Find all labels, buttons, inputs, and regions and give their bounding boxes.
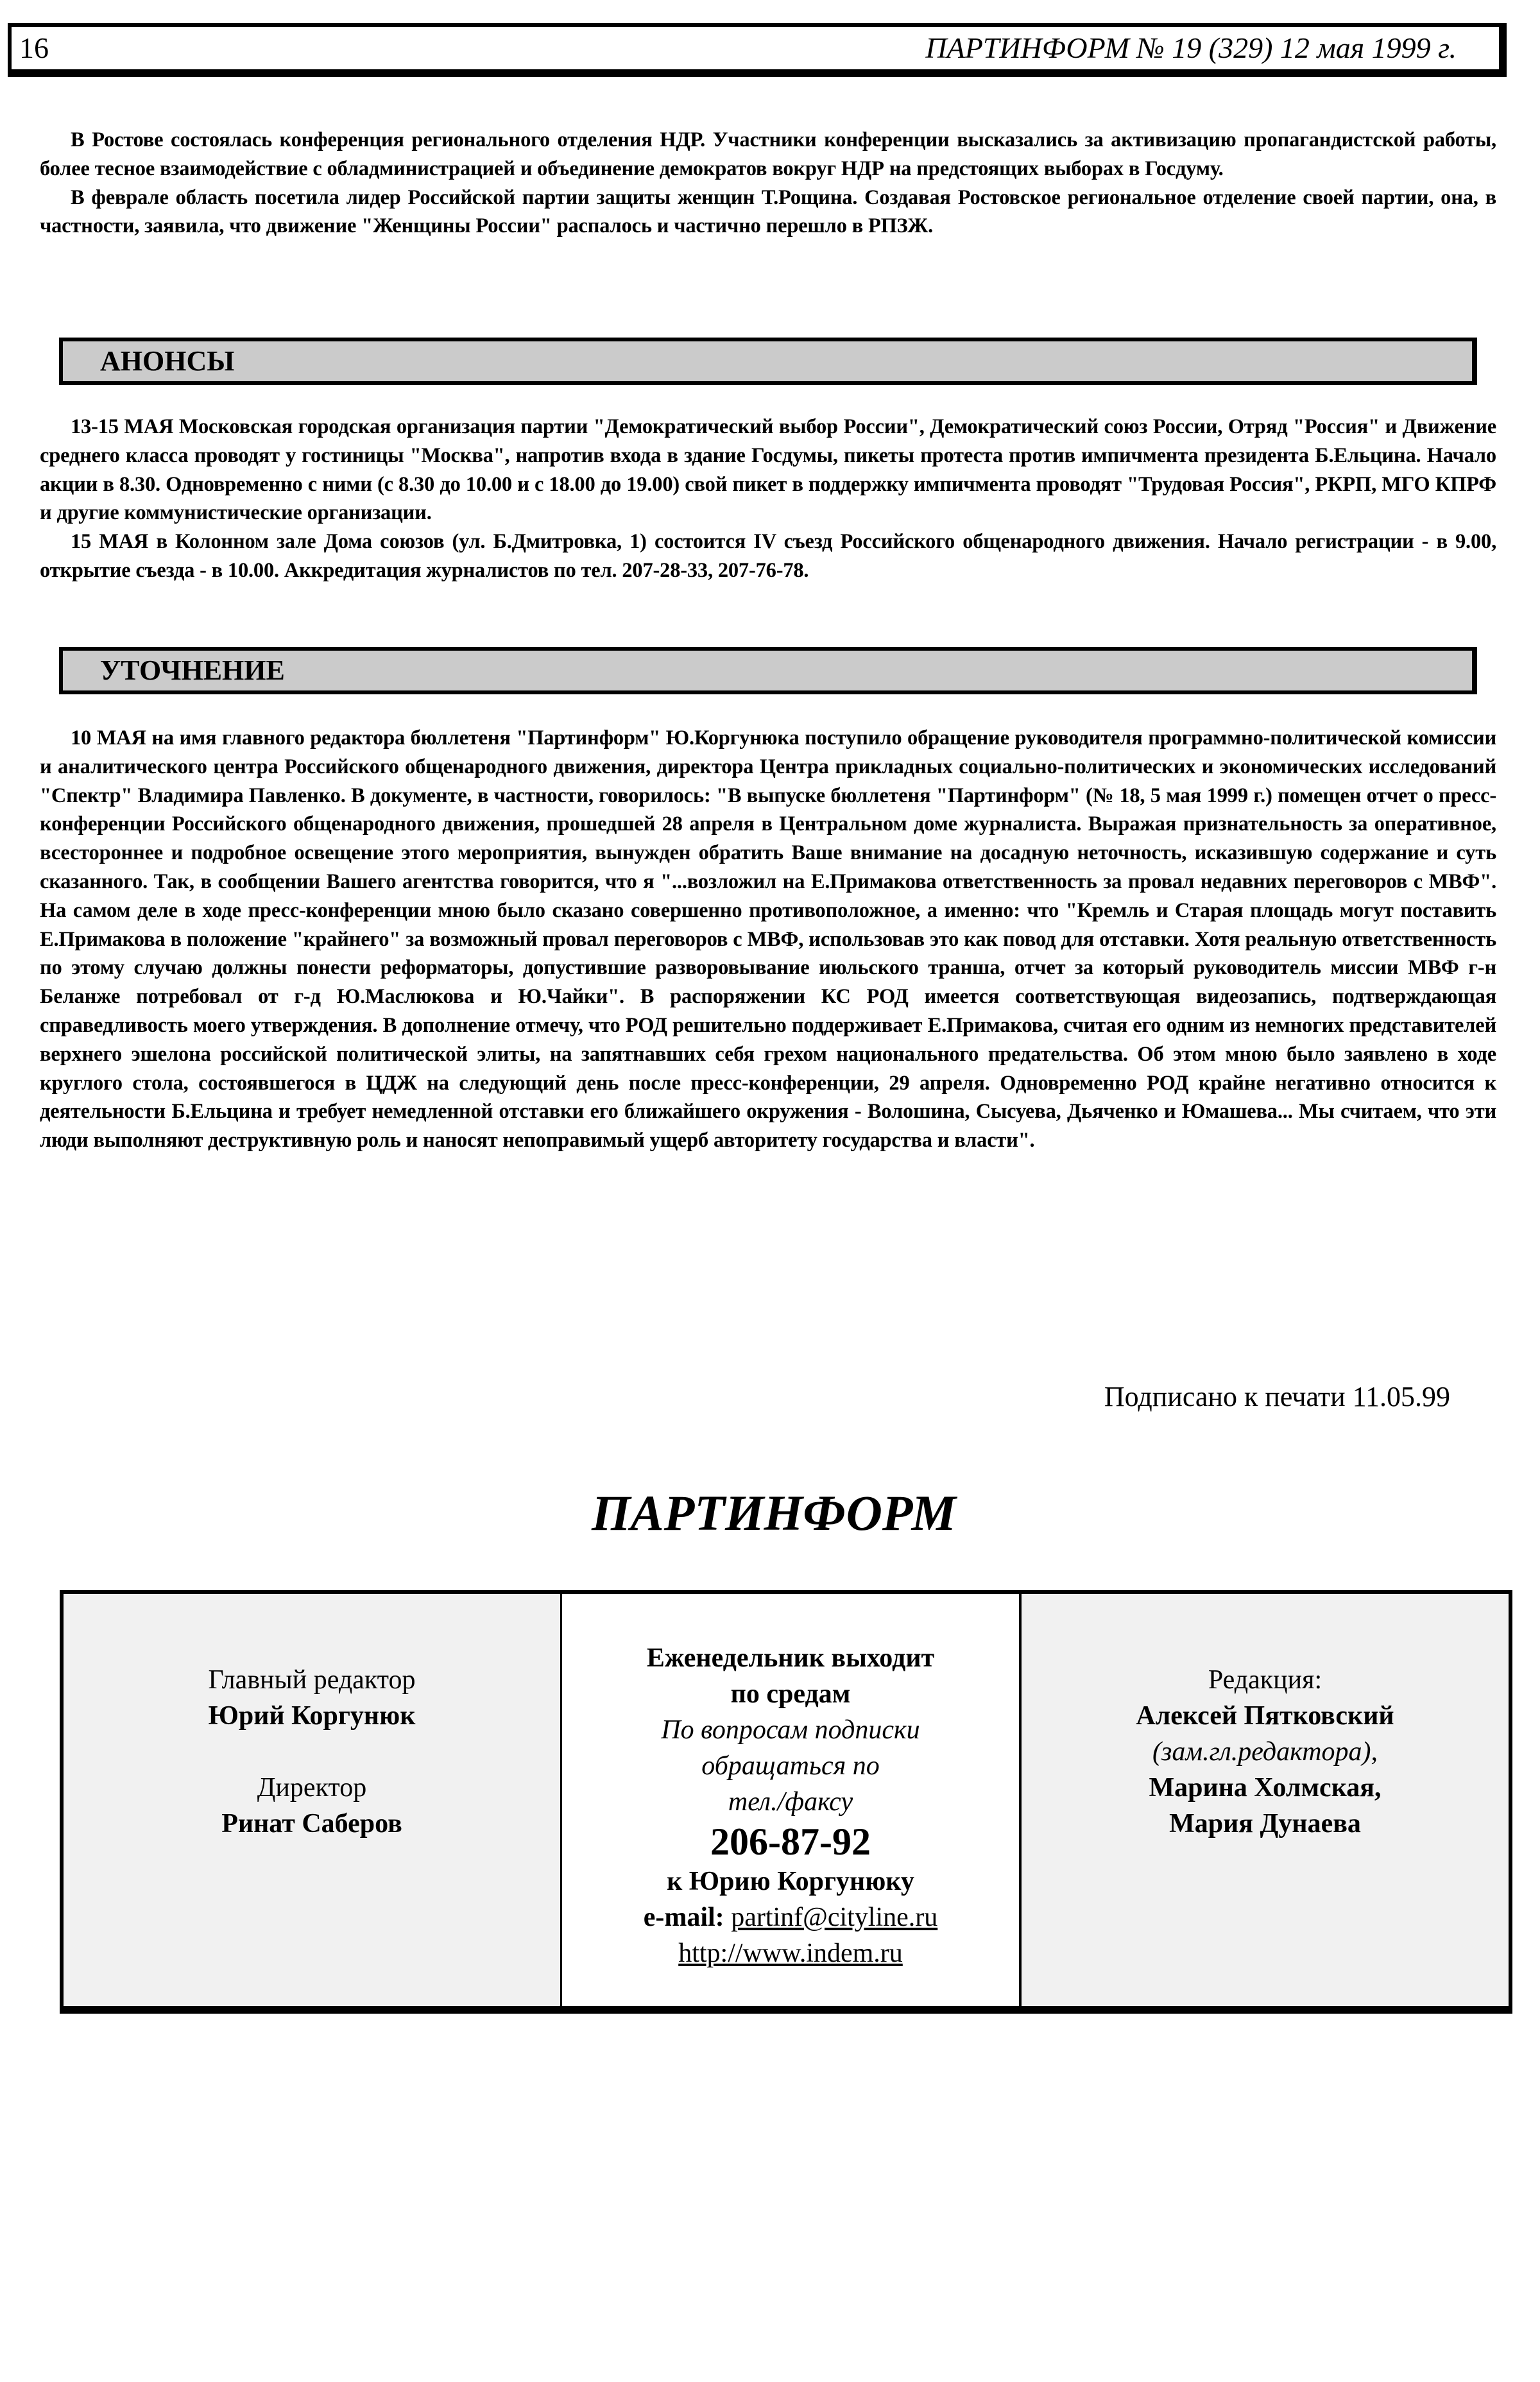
- website-link[interactable]: http://www.indem.ru: [678, 1939, 903, 1968]
- director-name: Ринат Саберов: [221, 1809, 402, 1838]
- masthead-title: ПАРТИНФОРМ: [592, 1485, 956, 1541]
- page-number: 16: [19, 31, 49, 64]
- subscription-line-2: обращаться по: [701, 1751, 880, 1781]
- editorial-member-1-role: (зам.гл.редактора),: [1152, 1737, 1378, 1767]
- announcements-article: [40, 413, 1496, 585]
- email-line: [562, 1899, 1019, 1935]
- email-link[interactable]: partinf@cityline.ru: [731, 1903, 938, 1932]
- masthead-editorial-cell: [1022, 1594, 1509, 2006]
- editorial-member-3: Мария Дунаева: [1169, 1809, 1361, 1838]
- section-title: УТОЧНЕНИЕ: [100, 655, 285, 686]
- schedule-line-1: Еженедельник выходит: [646, 1643, 935, 1673]
- paragraph: В феврале область посетила лидер Российской партии защиты женщин Т.Рощина. Создавая Ростовское региональное отделение своей партии, она, в частности, заявила, что движение "Женщины России" распалось и частично перешло в РПЗЖ.: [40, 185, 1496, 238]
- masthead-box: [60, 1590, 1512, 2014]
- editorial-label: Редакция:: [1208, 1665, 1322, 1695]
- publication-issue-title: ПАРТИНФОРМ № 19 (329) 12 мая 1999 г.: [925, 31, 1457, 64]
- masthead-contact-cell: [562, 1594, 1022, 2006]
- signed-to-print: Подписано к печати 11.05.99: [1104, 1381, 1450, 1412]
- director-role: Директор: [257, 1773, 367, 1803]
- website-line: [562, 1935, 1019, 1971]
- editor-role: Главный редактор: [208, 1665, 416, 1695]
- intro-article: [40, 126, 1496, 241]
- email-label: e-mail:: [643, 1903, 724, 1932]
- section-heading-clarification: [59, 647, 1477, 694]
- editor-name: Юрий Коргунюк: [208, 1701, 416, 1731]
- paragraph: 13-15 МАЯ Московская городская организация партии "Демократический выбор России", Демократический союз России, Отряд "Россия" и Движение среднего класса проводят у гостиницы "Москва", напротив входа в здание Госдумы, пикеты протеста против импичмента президента Б.Ельцина. Начало акции в 8.30. Одновременно с ними (с 8.30 до 10.00 и с 18.00 до 19.00) свой пикет в поддержку импичмента проводят "Трудовая Россия", РКРП, МГО КПРФ и другие коммунистические организации.: [40, 415, 1496, 525]
- clarification-article: [40, 724, 1496, 1155]
- editorial-member-1: Алексей Пятковский: [1136, 1701, 1394, 1731]
- paragraph: 10 МАЯ на имя главного редактора бюллетеня "Партинформ" Ю.Коргунюка поступило обращение руководителя программно-политической комиссии и аналитического центра Российского общенародного движения, директора Центра прикладных социально-политических и экономических исследований "Спектр" Владимира Павленко. В документе, в частности, говорилось: "В выпуске бюллетеня "Партинформ" (№ 18, 5 мая 1999 г.) помещен отчет о пресс-конференции Российского общенародного движения, прошедшей 28 апреля в Центральном доме журналиста. Выражая признательность за оперативное, всестороннее и подробное освещение этого мероприятия, вынужден обратить Ваше внимание на досадную неточность, исказившую содержание и суть сказанного. Так, в сообщении Вашего агентства говорится, что я "...возложил на Е.Примакова ответственность за провал недавних переговоров с МВФ". На самом деле в ходе пресс-конференции мною было сказано совершенно противоположное, а именно: что "Кремль и Старая площадь могут поставить Е.Примакова в положение "крайнего" за возможный провал переговоров с МВФ, использовав это как повод для отставки. Хотя реальную ответственность по этому случаю должны понести реформаторы, допустившие разворовывание июльского транша, отчет за который руководитель миссии МВФ г-н Беланже потребовал от г-д Ю.Маслюкова и Ю.Чайки". В распоряжении КС РОД имеется соответствующая видеозапись, подтверждающая справедливость моего утверждения. В дополнение отмечу, что РОД решительно поддерживает Е.Примакова, считая его одним из немногих представителей верхнего эшелона российской политической элиты, на запятнавших себя грехом национального предательства. Об этом мною было заявлено в ходе круглого стола, состоявшегося в ЦДЖ на следующий день после пресс-конференции, 29 апреля. Одновременно РОД крайне негативно относится к деятельности Б.Ельцина и требует немедленной отставки его ближайшего окружения - Волошина, Сысуева, Дьяченко и Юмашева... Мы считаем, что эти люди выполняют деструктивную роль и наносят непоправимый ущерб авторитету государства и власти".: [40, 726, 1496, 1152]
- section-title: АНОНСЫ: [100, 345, 235, 377]
- spacer: [64, 1734, 560, 1770]
- schedule-line-2: по средам: [730, 1679, 851, 1709]
- page-header: [8, 23, 1507, 77]
- section-heading-announcements: [59, 338, 1477, 385]
- contact-person: к Юрию Коргунюку: [667, 1867, 914, 1896]
- masthead-staff-cell: [64, 1594, 562, 2006]
- paragraph: 15 МАЯ в Колонном зале Дома союзов (ул. Б.Дмитровка, 1) состоится IV съезд Российского общенародного движения. Начало регистрации - в 9.00, открытие съезда - в 10.00. Аккредитация журналистов по тел. 207-28-33, 207-76-78.: [40, 530, 1496, 582]
- editorial-member-2: Марина Холмская,: [1149, 1773, 1382, 1803]
- paragraph: В Ростове состоялась конференция регионального отделения НДР. Участники конференции высказались за активизацию пропагандистской работы, более тесное взаимодействие с обладминистрацией и объединение демократов вокруг НДР на предстоящих выборах в Госдуму.: [40, 128, 1496, 180]
- phone-number: 206-87-92: [710, 1821, 871, 1863]
- subscription-line-1: По вопросам подписки: [661, 1715, 920, 1745]
- subscription-line-3: тел./факсу: [728, 1787, 853, 1817]
